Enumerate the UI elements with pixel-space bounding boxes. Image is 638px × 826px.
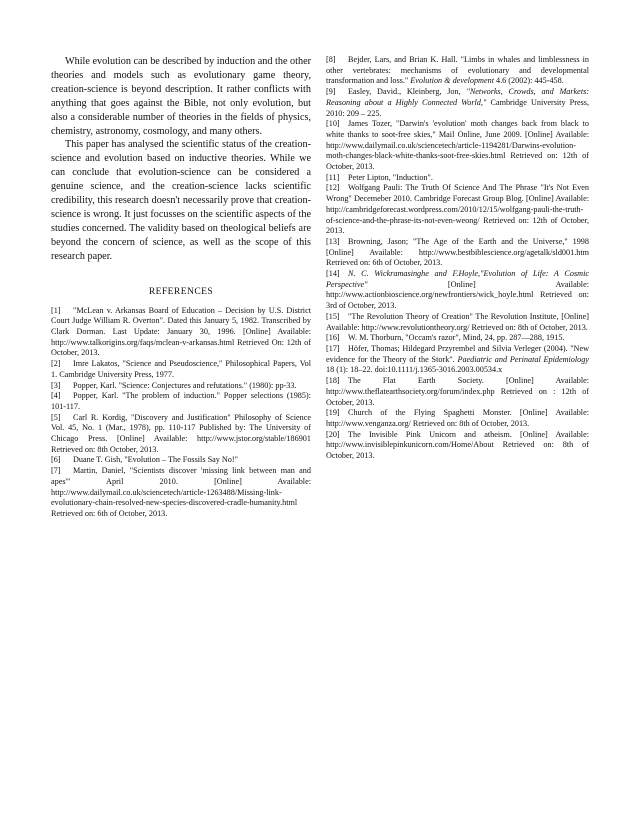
reference-title-italic: Evolution & development [410, 76, 494, 86]
reference-number: [12] [326, 183, 340, 193]
reference-number: [17] [326, 343, 340, 353]
reference-text-tail: 4.6 (2002): 445-458. [493, 76, 564, 86]
references-heading: REFERENCES [148, 285, 214, 297]
reference-entry [51, 381, 311, 392]
conclusion-paragraph-1: While evolution can be described by induction and the other theories and models such as evolutionary game theory, creation-science is beyond description. It rather conflicts with anything that goes against the Bible, not only evolution, but also a considerable number of theories in the fields of physics, chemistry, astronomy, cosmology, and many others. [51, 56, 311, 137]
reference-text: W. M. Thorburn, "Occam's razor", Mind, 24, pp. 287—288, 1915. [348, 333, 565, 343]
reference-entry [326, 376, 589, 408]
reference-number: [20] [326, 429, 340, 439]
reference-text: "McLean v. Arkansas Board of Education – Decision by U.S. District Court Judge William R. Overton". Dated this January 5, 1982. Transcribed by Clark Dorman. Last Update: January 30, 1996. [Online] Available: http://www.talkorigins.org/faqs/mclean-v-arkansas.html Retrieved On: 12th of October, 2013. [51, 305, 311, 358]
reference-text: James Tozer, "Darwin's 'evolution' moth changes back from black to white thanks to soot-free skies," Mail Online, June 2009. [Online] Available: http://www.dailymail.co.uk/sciencetech/article-1194281/Darwins-evolution-moth-changes-black-white-thanks-soot-free-skies.html Retrieved on: 12th of October, 2013. [326, 119, 589, 172]
reference-number: [11] [326, 172, 340, 182]
reference-text: Martin, Daniel, "Scientists discover 'missing link between man and apes'" April 2010. [Online] Available: http://www.dailymail.co.uk/sciencetech/article-1263488/Missing-link-evolutionary-chain-resolved-new-species-discovered-cradle-humanity.html Retrieved on: 6th of October, 2013. [51, 466, 311, 518]
reference-text-tail: 18 (1): 18–22. doi:10.1111/j.1365-3016.2003.00534.x [326, 365, 503, 375]
reference-entry [51, 413, 311, 456]
reference-number: [7] [51, 466, 61, 476]
reference-number: [9] [326, 87, 336, 97]
reference-number: [16] [326, 333, 340, 343]
reference-text: Easley, David., Kleinberg, Jon, [348, 87, 467, 97]
reference-text: "The Revolution Theory of Creation" The Revolution Institute, [Online] Available: http://www.revolutiontheory.org/ Retrieved on: 8th of October, 2013. [326, 311, 589, 332]
reference-entry [326, 183, 589, 237]
reference-entry [51, 359, 311, 380]
reference-entry [326, 430, 589, 462]
reference-entry [326, 333, 589, 344]
reference-entry [51, 466, 311, 520]
reference-number: [5] [51, 412, 61, 422]
reference-entry [51, 391, 311, 412]
reference-text: Peter Lipton, "Induction". [348, 172, 433, 182]
reference-number: [13] [326, 236, 340, 246]
reference-number: [19] [326, 408, 340, 418]
reference-entry [326, 55, 589, 87]
left-column [51, 55, 311, 520]
reference-text: Wolfgang Pauli: The Truth Of Science And The Phrase "It's Not Even Wrong" Decemeber 2010. Cambridge Forecast Group Blog. [Online] Available: http://cambridgeforecast.wordpress.com/2010/12/15/wolfgang-pauli-the-truth-of-science-and-the-phrase-its-not-even-weong/ Retrieved on: 12th of October, 2013. [326, 183, 589, 236]
reference-number: [2] [51, 359, 61, 369]
reference-entry [51, 306, 311, 360]
reference-title-italic: Paediatric and Perinatal Epidemiology [457, 354, 589, 364]
reference-text: Imre Lakatos, "Science and Pseudoscience," Philosophical Papers, Vol 1. Cambridge University Press, 1977. [51, 359, 311, 379]
reference-number: [6] [51, 455, 61, 465]
reference-entry [326, 87, 589, 119]
reference-entry [326, 408, 589, 429]
reference-text-tail: Cambridge University Press, 2010: 209 – 225. [326, 97, 589, 118]
reference-entry [326, 119, 589, 173]
references-list-left [51, 306, 311, 520]
reference-title-italic: "Networks, Crowds, and Markets: Reasoning about a Highly Connected World," [326, 87, 590, 107]
reference-number: [10] [326, 119, 340, 129]
reference-text: Church of the Flying Spaghetti Monster. [Online] Available: http://www.venganza.org/ Retrieved on: 8th of October, 2013. [326, 408, 589, 428]
references-list-right [326, 55, 589, 462]
reference-text: The Flat Earth Society. [Online] Available: http://www.theflatearthsociety.org/forum/index.php Retrieved on : 12th of October, 2013. [326, 376, 589, 407]
reference-text: Höfer, Thomas; Hildegard Przyrembel and Silvia Verleger (2004). "New evidence for the Theory of the Stork". [326, 343, 589, 364]
reference-number: [15] [326, 311, 340, 321]
reference-entry [51, 455, 311, 466]
reference-text: The Invisible Pink Unicorn and atheism. [Online] Available: http://www.invisiblepinkunicorn.com/Home/About Retrieved on: 8th of October, 2013. [326, 429, 589, 461]
reference-entry [326, 237, 589, 269]
right-column [326, 55, 589, 462]
reference-number: [18] [326, 376, 340, 386]
reference-number: [8] [326, 55, 336, 64]
reference-text: Popper, Karl. "Science: Conjectures and refutations." (1980): pp-33. [73, 380, 297, 390]
reference-text: Browning, Jason; "The Age of the Earth and the Universe," 1998 [Online] Available: http://www.bestbiblescience.org/agetalk/sld001.htm Retrieved on: 6th of October, 2013. [326, 236, 589, 268]
reference-entry [326, 344, 589, 376]
reference-text: Popper, Karl. "The problem of induction." Popper selections (1985): 101-117. [51, 391, 311, 411]
reference-title-italic: N. C. Wickramasinghe and F.Hoyle,"Evolution of Life: A Cosmic Perspective" [326, 269, 589, 289]
reference-number: [1] [51, 305, 61, 315]
conclusion-paragraph-2: This paper has analysed the scientific status of the creation-science and evolution based on inductive theories. While we can conclude that evolution-science can be considered a genuine science, and the creation-science lacks scientific credibility, this research doesn't necessarily prove that creation-science is wrong. It just focusses on the scientific aspects of the studies concerned. The validity based on theological beliefs are beyond the concern of science, as well as the scope of this research paper. [51, 139, 311, 262]
reference-number: [14] [326, 269, 340, 279]
reference-entry [326, 312, 589, 333]
reference-entry [326, 269, 589, 312]
reference-text-tail: [Online] Available: http://www.actionbioscience.org/newfrontiers/wick_hoyle.html Retrieved on: 3rd of October, 2013. [326, 279, 589, 311]
reference-number: [3] [51, 380, 61, 390]
reference-number: [4] [51, 391, 61, 401]
reference-text: Duane T. Gish, "Evolution – The Fossils Say No!" [73, 455, 238, 465]
reference-entry [326, 173, 589, 184]
reference-text: Bejder, Lars, and Brian K. Hall. "Limbs in whales and limblessness in other vertebrates: mechanisms of evolutionary and developmental transformation and loss." [326, 55, 589, 86]
reference-text: Carl R. Kordig, "Discovery and Justification" Philosophy of Science Vol. 45, No. 1 (Mar., 1978), pp. 110-117 Published by: The University of Chicago Press. [Online] Available: http://www.jstor.org/stable/186901 Retrieved on: 8th October, 2013. [51, 412, 311, 454]
